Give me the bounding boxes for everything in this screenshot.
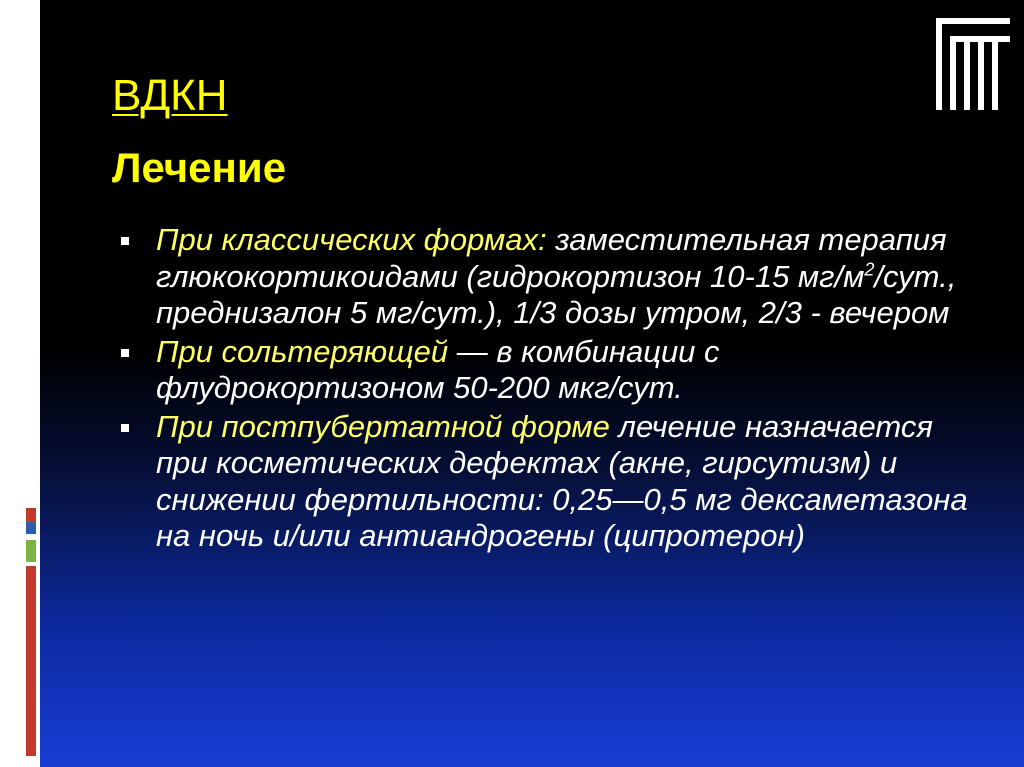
bullet-square-icon [121, 349, 129, 357]
bullet-text: — в комбинации с флудрокортизоном 50-200 мкг/сут. [156, 333, 720, 405]
slide-title: ВДКН [112, 71, 228, 120]
bullet-text: лечение назначается при косметических дефектах (акне, гирсутизм) и снижении фертильности: 0,25—0,5 мг дексаметазона на ночь и/или антиандрогены (ципротерон) [156, 408, 968, 553]
strip-mark-red [26, 508, 36, 522]
decorative-bars-icon [936, 18, 1010, 110]
bullet-square-icon [121, 237, 129, 245]
slide-subtitle: Лечение [112, 144, 287, 191]
bullet-lead: При сольтеряющей [156, 333, 449, 369]
bullet-text-cont: /сут., преднизалон 5 мг/сут.), 1/3 дозы утром, 2/3 - вечером [156, 258, 957, 330]
bullet-superscript: 2 [864, 259, 875, 280]
bullet-item [118, 409, 978, 555]
strip-mark-blue [26, 522, 36, 534]
bullet-text: заместительная терапия глюкокортикоидами (гидрокортизон 10-15 мг/м [156, 222, 947, 294]
bullet-square-icon [121, 424, 129, 432]
bullet-item [118, 334, 978, 407]
bullet-lead: При классических формах: [156, 222, 547, 257]
bullet-lead: При постпубертатной форме [156, 408, 610, 444]
bullet-list [118, 222, 978, 557]
strip-mark-green [26, 540, 36, 562]
bullet-item [118, 222, 978, 332]
strip-mark-red-long [26, 566, 36, 756]
